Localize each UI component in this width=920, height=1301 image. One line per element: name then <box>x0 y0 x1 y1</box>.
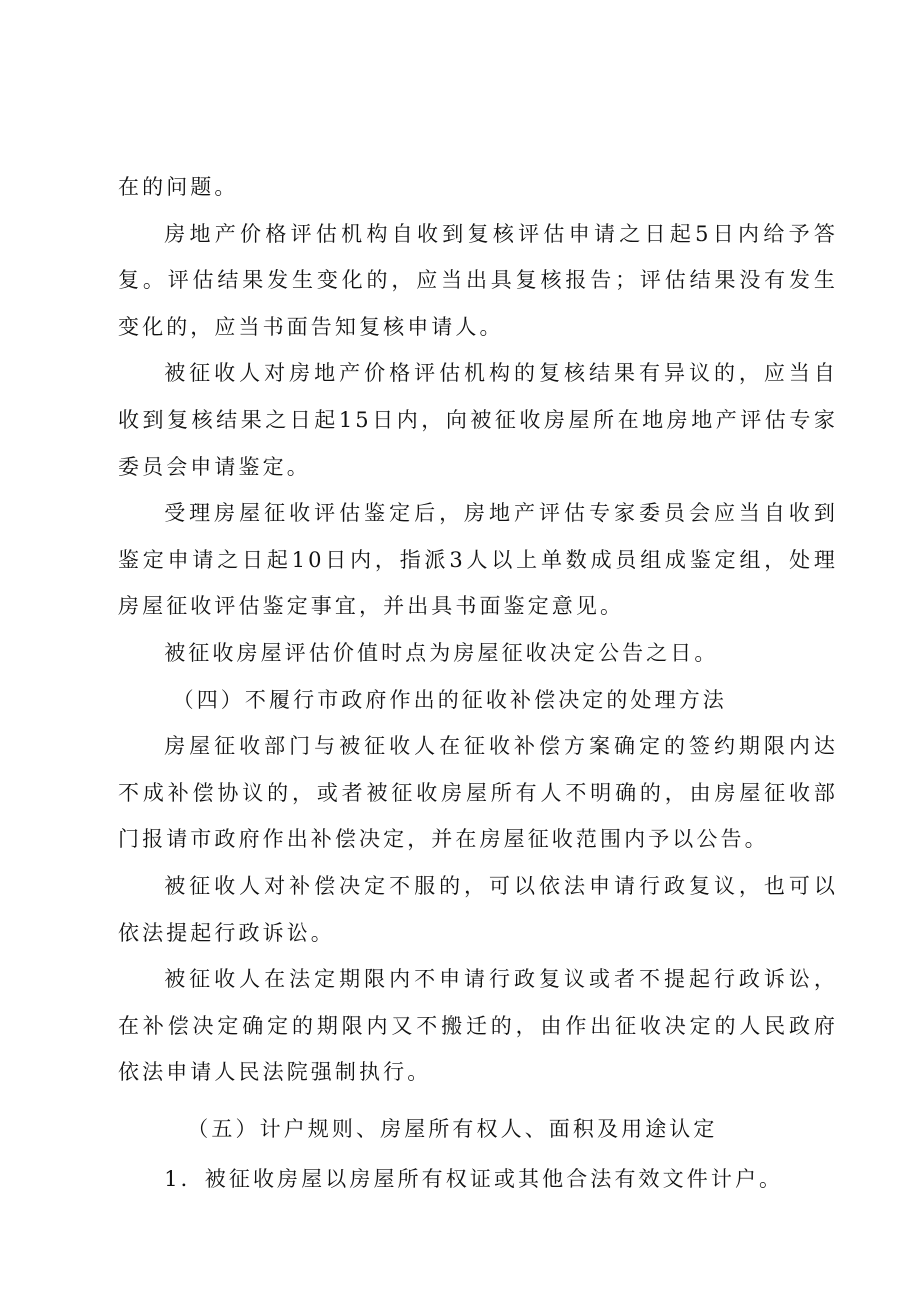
paragraph-administrative-review: 被征收人对补偿决定不服的，可以依法申请行政复议，也可以依法提起行政诉讼。 <box>118 873 838 945</box>
paragraph-enforcement: 被征收人在法定期限内不申请行政复议或者不提起行政诉讼，在补偿决定确定的期限内又不搬迁的，由作出征收决定的人民政府依法申请人民法院强制执行。 <box>118 967 838 1085</box>
section-heading-4: （四）不履行市政府作出的征收补偿决定的处理方法 <box>172 687 727 712</box>
paragraph-compensation-decision: 房屋征收部门与被征收人在征收补偿方案确定的签约期限内达不成补偿协议的，或者被征收房屋所有人不明确的，由房屋征收部门报请市政府作出补偿决定，并在房屋征收范围内予以公告。 <box>118 734 838 852</box>
paragraph-objection: 被征收人对房地产价格评估机构的复核结果有异议的，应当自收到复核结果之日起15日内，向被征收房屋所在地房地产评估专家委员会申请鉴定。 <box>118 361 838 479</box>
paragraph-appraisal-committee: 受理房屋征收评估鉴定后，房地产评估专家委员会应当自收到鉴定申请之日起10日内，指派3人以上单数成员组成鉴定组，处理房屋征收评估鉴定事宜，并出具书面鉴定意见。 <box>118 501 838 619</box>
paragraph-valuation-date: 被征收房屋评估价值时点为房屋征收决定公告之日。 <box>164 640 719 665</box>
document-body <box>118 164 838 1203</box>
section-heading-5: （五）计户规则、房屋所有权人、面积及用途认定 <box>187 1116 718 1141</box>
paragraph-review-reply: 房地产价格评估机构自收到复核评估申请之日起5日内给予答复。评估结果发生变化的，应当出具复核报告；评估结果没有发生变化的，应当书面告知复核申请人。 <box>118 221 838 339</box>
list-item-1: 1．被征收房屋以房屋所有权证或其他合法有效文件计户。 <box>164 1167 784 1192</box>
paragraph-continuation: 在的问题。 <box>118 175 239 199</box>
